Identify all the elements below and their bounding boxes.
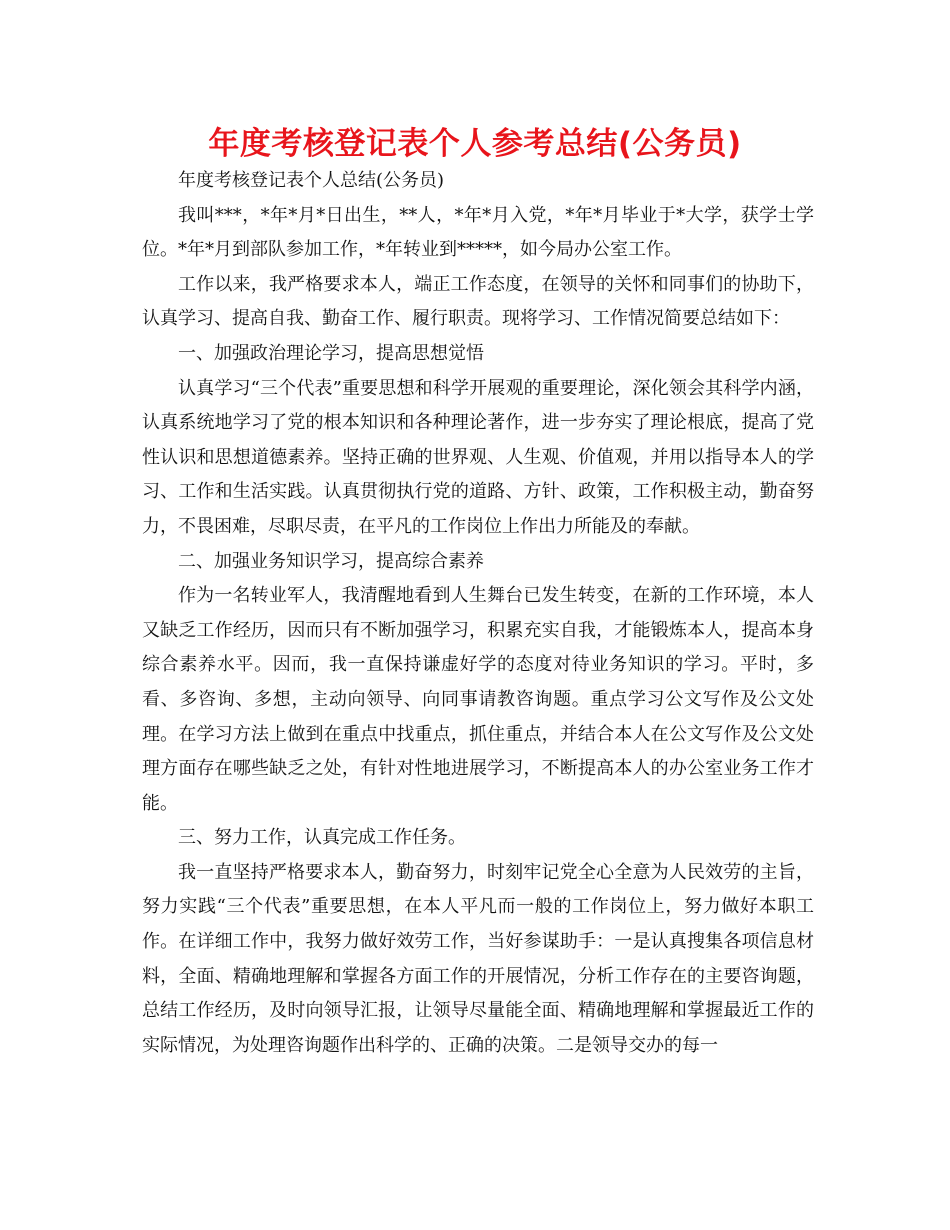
document-body [142, 164, 814, 1063]
section-heading-2: 二、加强业务知识学习，提高综合素养 [178, 550, 484, 572]
paragraph-personal-info: 我叫***，*年*月*日出生，**人，*年*月入党，*年*月毕业于*大学，获学士学位。*年*月到部队参加工作，*年转业到*****，如今局办公室工作。 [142, 204, 814, 261]
document-subtitle: 年度考核登记表个人总结(公务员) [178, 170, 445, 191]
section-heading-3: 三、努力工作，认真完成工作任务。 [178, 827, 466, 849]
paragraph-section-2: 作为一名转业军人，我清醒地看到人生舞台已发生转变，在新的工作环境，本人又缺乏工作经历，因而只有不断加强学习，积累充实自我，才能锻炼本人，提高本身综合素养水平。因而，我一直保持谦虚好学的态度对待业务知识的学习。平时，多看、多咨询、多想，主动向领导、向同事请教咨询题。重点学习公文写作及公文处理。在学习方法上做到在重点中找重点，抓住重点，并结合本人在公文写作及公文处理方面存在哪些缺乏之处，有针对性地进展学习，不断提高本人的办公室业务工作才能。 [142, 585, 814, 814]
document-title: 年度考核登记表个人参考总结(公务员) [208, 126, 742, 162]
section-heading-1: 一、加强政治理论学习，提高思想觉悟 [178, 342, 484, 364]
paragraph-intro: 工作以来，我严格要求本人，端正工作态度，在领导的关怀和同事们的协助下，认真学习、提高自我、勤奋工作、履行职责。现将学习、工作情况简要总结如下： [142, 273, 814, 330]
paragraph-section-1: 认真学习“三个代表”重要思想和科学开展观的重要理论，深化领会其科学内涵，认真系统地学习了党的根本知识和各种理论著作，进一步夯实了理论根底，提高了党性认识和思想道德素养。坚持正确的世界观、人生观、价值观，并用以指导本人的学习、工作和生活实践。认真贯彻执行党的道路、方针、政策，工作积极主动，勤奋努力，不畏困难，尽职尽责，在平凡的工作岗位上作出力所能及的奉献。 [142, 377, 814, 537]
paragraph-section-3: 我一直坚持严格要求本人，勤奋努力，时刻牢记党全心全意为人民效劳的主旨，努力实践“三个代表”重要思想，在本人平凡而一般的工作岗位上，努力做好本职工作。在详细工作中，我努力做好效劳工作，当好参谋助手：一是认真搜集各项信息材料，全面、精确地理解和掌握各方面工作的开展情况，分析工作存在的主要咨询题，总结工作经历，及时向领导汇报，让领导尽量能全面、精确地理解和掌握最近工作的实际情况，为处理咨询题作出科学的、正确的决策。二是领导交办的每一 [142, 861, 814, 1056]
